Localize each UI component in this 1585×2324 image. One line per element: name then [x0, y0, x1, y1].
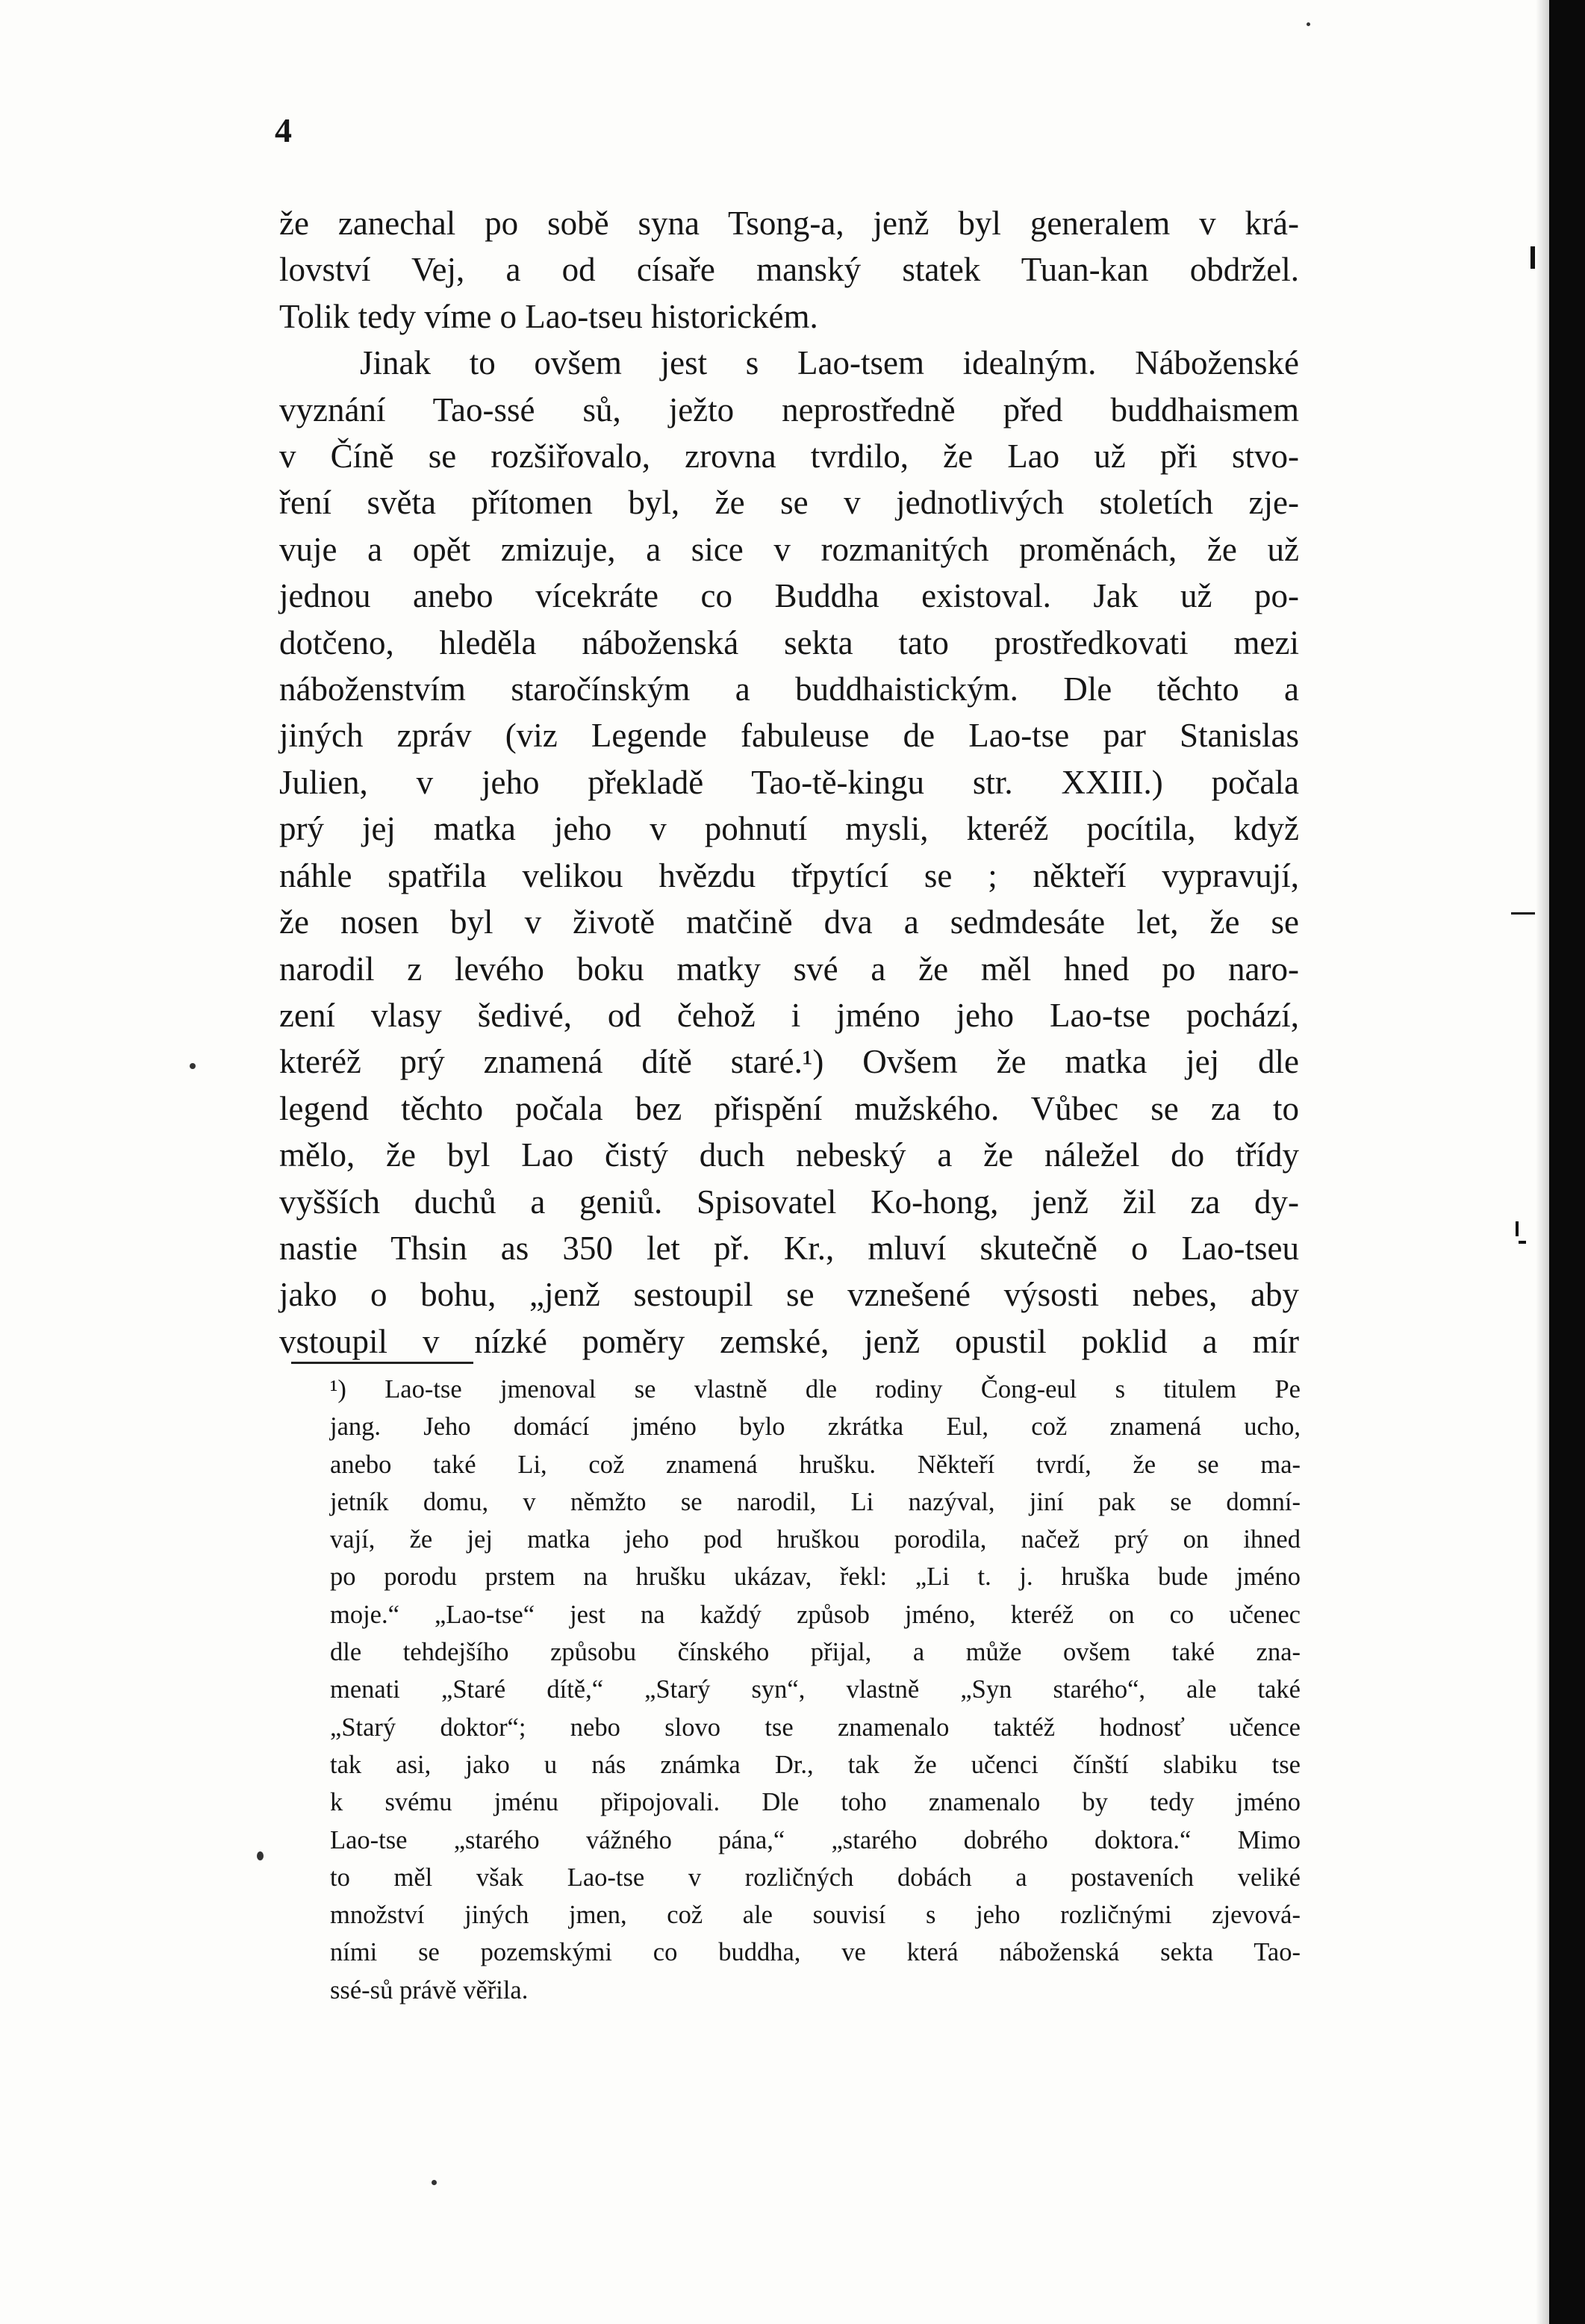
- footnotes: [330, 1371, 1301, 2009]
- body-line: vyšších duchů a geniů. Spisovatel Ko-hong, jenž žil za dy-: [279, 1183, 1299, 1221]
- page-number: 4: [275, 111, 292, 149]
- body-line: vyznání Tao-ssé sů, ježto neprostředně před buddhaismem: [279, 390, 1299, 429]
- scan-edge-shadow: [1536, 0, 1549, 2324]
- body-line: kteréž prý znamená dítě staré.¹) Ovšem že matka jej dle: [279, 1043, 1299, 1081]
- footnote-line: menati „Staré dítě,“ „Starý syn“, vlastně „Syn starého“, ale také: [330, 1675, 1301, 1704]
- footnote-line: ními se pozemskými co buddha, ve která náboženská sekta Tao-: [330, 1938, 1301, 1967]
- footnote-line: Lao-tse „starého vážného pána,“ „starého dobrého doktora.“ Mimo: [330, 1825, 1301, 1854]
- body-line: Julien, v jeho překladě Tao-tě-kingu str. XXIII.) počala: [279, 763, 1299, 801]
- body-line: legend těchto počala bez přispění mužského. Vůbec se za to: [279, 1089, 1299, 1127]
- footnote-line: ¹) Lao-tse jmenoval se vlastně dle rodiny Čong-eul s titulem Pe: [330, 1375, 1301, 1404]
- footnote-line: anebo také Li, což znamená hrušku. Někteří tvrdí, že se ma-: [330, 1450, 1301, 1479]
- body-line: náboženstvím staročínským a buddhaistickým. Dle těchto a: [279, 670, 1299, 708]
- body-line: zení vlasy šedivé, od čehož i jméno jeho Lao-tse pochází,: [279, 996, 1299, 1034]
- footnote-line: moje.“ „Lao-tse“ jest na každý způsob jméno, kteréž on co učenec: [330, 1600, 1301, 1629]
- scan-speck: [257, 1851, 264, 1860]
- body-line: prý jej matka jeho v pohnutí mysli, kteréž pocítila, když: [279, 810, 1299, 848]
- footnote-line: vají, že jej matka jeho pod hruškou porodila, načež prý on ihned: [330, 1525, 1301, 1554]
- body-text: [279, 200, 1299, 1365]
- scan-edge-mark: [1519, 1241, 1526, 1244]
- body-line: že nosen byl v životě matčině dva a sedmdesáte let, že se: [279, 903, 1299, 941]
- body-line: že zanechal po sobě syna Tsong-a, jenž byl generalem v krá-: [279, 205, 1299, 242]
- footnote-line: k svému jménu připojovali. Dle toho znamenalo by tedy jméno: [330, 1788, 1301, 1817]
- footnote-line: po porodu prstem na hrušku ukázav, řekl: „Li t. j. hruška bude jméno: [330, 1563, 1301, 1592]
- footnote-line: množství jiných jmen, což ale souvisí s jeho rozličnými zjevová-: [330, 1901, 1301, 1930]
- body-line: v Číně se rozšiřovalo, zrovna tvrdilo, že Lao už při stvo-: [279, 437, 1299, 476]
- scan-edge-mark: [1530, 246, 1535, 269]
- body-line: dotčeno, hleděla náboženská sekta tato prostředkovati mezi: [279, 623, 1299, 661]
- body-line: Jinak to ovšem jest s Lao-tsem idealným. Náboženské: [360, 344, 1299, 382]
- scan-speck: [190, 1063, 196, 1069]
- body-line: jednou anebo vícekráte co Buddha existoval. Jak už po-: [279, 577, 1299, 615]
- body-line: narodil z levého boku matky své a že měl hned po naro-: [279, 950, 1299, 988]
- body-line: Tolik tedy víme o Lao-tseu historickém.: [279, 297, 818, 335]
- scan-speck: [1307, 22, 1310, 26]
- footnote-rule: [291, 1362, 473, 1364]
- footnote-line: jang. Jeho domácí jméno bylo zkrátka Eul, což znamená ucho,: [330, 1412, 1301, 1442]
- scan-edge-mark: [1516, 1221, 1519, 1236]
- scan-dark-edge: [1549, 0, 1585, 2324]
- footnote-line: to měl však Lao-tse v rozličných dobách a postaveních veliké: [330, 1863, 1301, 1892]
- footnote-line: tak asi, jako u nás známka Dr., tak že učenci čínští slabiku tse: [330, 1750, 1301, 1779]
- body-line: vstoupil v nízké poměry zemské, jenž opustil poklid a mír: [279, 1322, 1299, 1360]
- body-line: jako o bohu, „jenž sestoupil se vznešené výsosti nebes, aby: [279, 1276, 1299, 1314]
- body-line: mělo, že byl Lao čistý duch nebeský a že náležel do třídy: [279, 1136, 1299, 1174]
- body-line: vuje a opět zmizuje, a sice v rozmanitých proměnách, že už: [279, 530, 1299, 568]
- body-line: nastie Thsin as 350 let př. Kr., mluví skutečně o Lao-tseu: [279, 1229, 1299, 1267]
- scan-speck: [432, 2180, 437, 2185]
- footnote-line: ssé-sů právě věřila.: [330, 1975, 529, 2004]
- body-line: jiných zpráv (viz Legende fabuleuse de Lao-tse par Stanislas: [279, 717, 1299, 755]
- footnote-line: dle tehdejšího způsobu čínského přijal, a může ovšem také zna-: [330, 1638, 1301, 1667]
- footnote-line: jetník domu, v němžto se narodil, Li nazýval, jiní pak se domní-: [330, 1487, 1301, 1516]
- body-line: náhle spatřila velikou hvězdu třpytící se ; někteří vypravují,: [279, 856, 1299, 894]
- body-line: ření světa přítomen byl, že se v jednotlivých stoletích zje-: [279, 484, 1299, 522]
- scan-edge-mark: [1511, 912, 1535, 915]
- body-line: lovství Vej, a od císaře manský statek Tuan-kan obdržel.: [279, 251, 1299, 289]
- footnote-line: „Starý doktor“; nebo slovo tse znamenalo taktéž hodnosť učence: [330, 1713, 1301, 1742]
